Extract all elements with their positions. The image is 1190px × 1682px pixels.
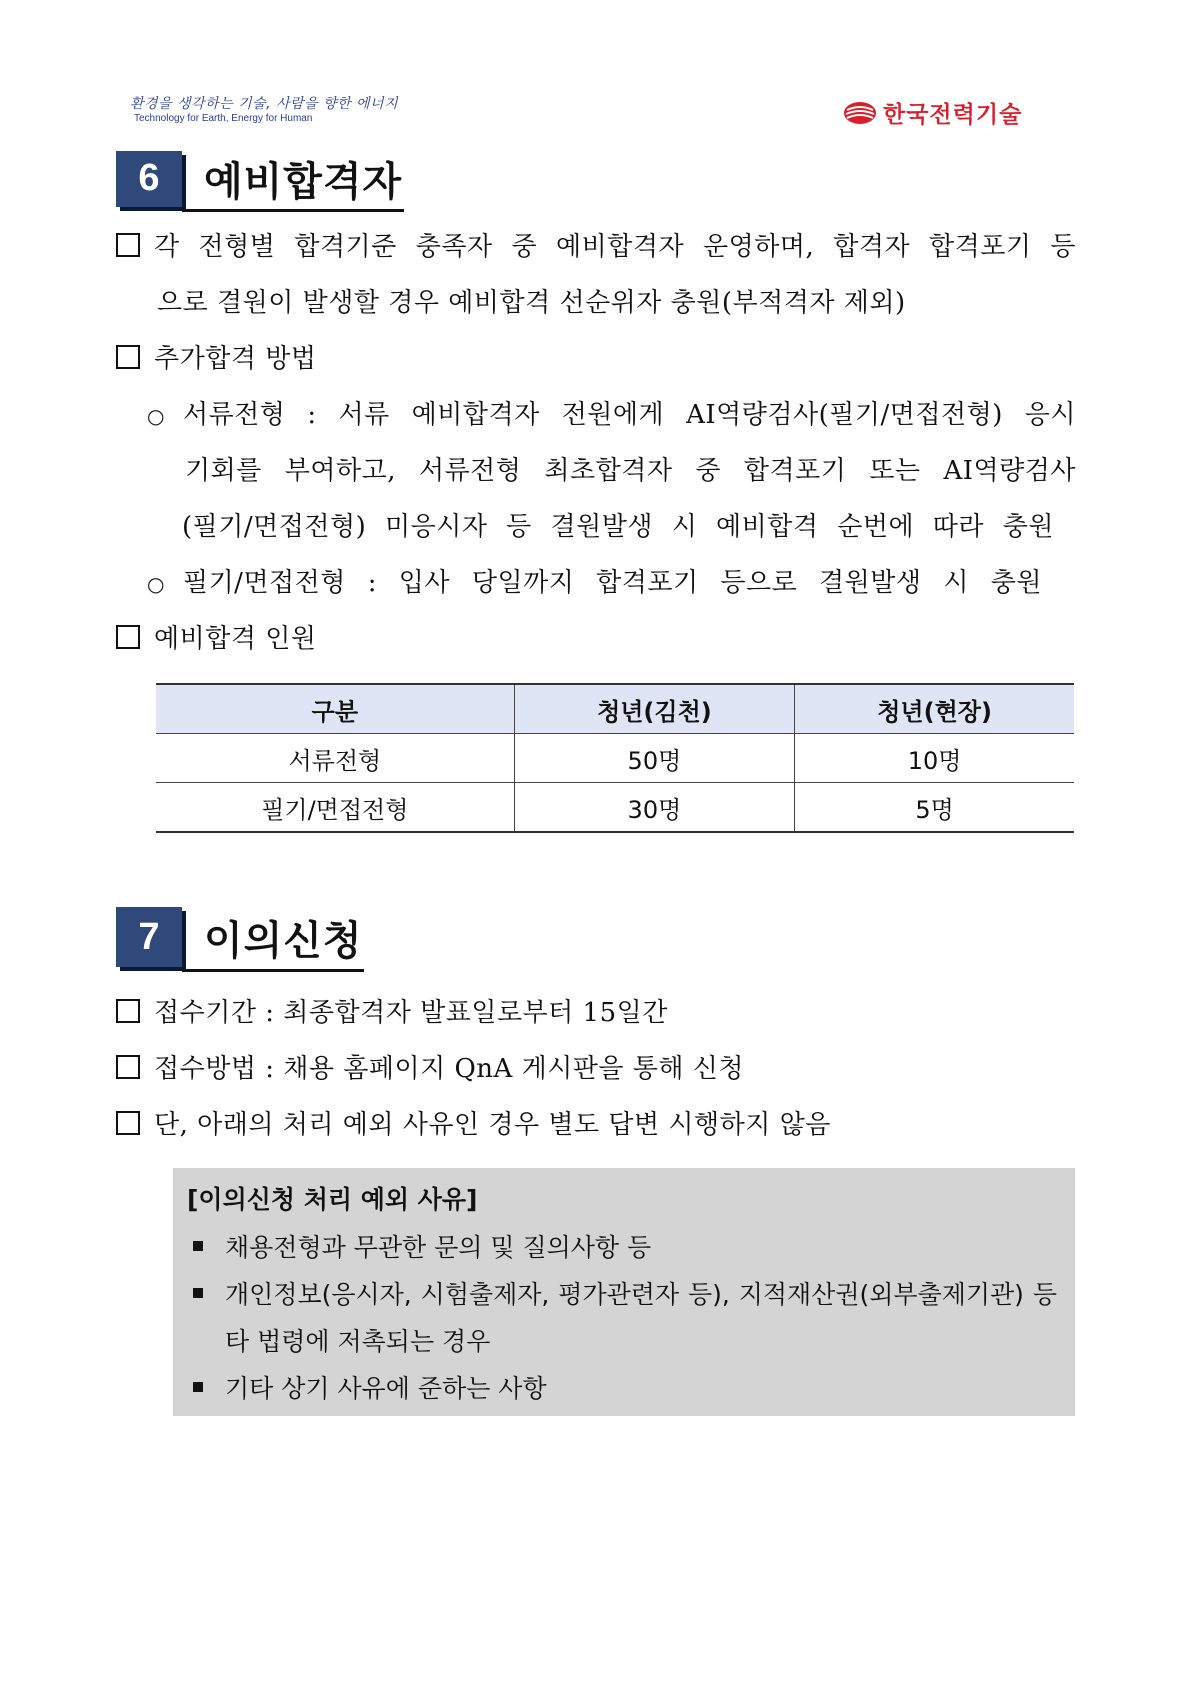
checkbox-bullet-icon (116, 999, 140, 1023)
kepco-emblem-icon (843, 101, 877, 125)
section-number: 7 (116, 907, 182, 967)
section-title: 이의신청 (204, 917, 363, 964)
circle-bullet-icon: ○ (147, 572, 165, 596)
list-item-continuation: 으로 결원이 발생할 경우 예비합격 선순위자 충원(부적격자 제외) (157, 288, 906, 318)
sub-list-item-continuation: 기회를 부여하고, 서류전형 최초합격자 중 합격포기 또는 AI역량검사 (185, 456, 1076, 486)
sub-list-item-continuation: (필기/면접전형) 미응시자 등 결원발생 시 예비합격 순번에 따라 충원 (182, 512, 1054, 542)
company-name: 한국전력기술 (883, 102, 1023, 128)
exceptions-box (173, 1168, 1075, 1416)
checkbox-bullet-icon (116, 1111, 140, 1135)
table-cell: 50명 (514, 734, 795, 783)
company-logo (843, 96, 1022, 129)
section-number: 6 (116, 151, 182, 207)
column-header: 청년(현장) (795, 684, 1074, 734)
table-row (156, 734, 1074, 783)
slogan-korean: 환경을 생각하는 기술, 사람을 향한 에너지 (130, 96, 399, 112)
section-7-heading (116, 907, 363, 967)
exception-item: 채용전형과 무관한 문의 및 질의사항 등 (193, 1224, 1057, 1271)
circle-bullet-icon: ○ (147, 404, 165, 428)
checkbox-bullet-icon (116, 233, 140, 257)
column-header: 청년(김천) (514, 684, 795, 734)
sub-list-item: ○ 필기/면접전형 : 입사 당일까지 합격포기 등으로 결원발생 시 충원 (147, 555, 1042, 612)
table-cell: 5명 (795, 783, 1074, 833)
table-cell: 30명 (514, 783, 795, 833)
exceptions-title: [이의신청 처리 예외 사유] (187, 1185, 478, 1214)
exception-item: 기타 상기 사유에 준하는 사항 (193, 1365, 1057, 1412)
table-row (156, 783, 1074, 833)
table-header-row (156, 684, 1074, 734)
exception-item-continuation: 타 법령에 저촉되는 경우 (225, 1327, 491, 1356)
square-bullet-icon (193, 1288, 203, 1298)
table-cell: 서류전형 (156, 734, 514, 783)
slogan-english: Technology for Earth, Energy for Human (134, 113, 313, 124)
list-item: 예비합격 인원 (116, 611, 1076, 667)
table-cell: 10명 (795, 734, 1074, 783)
checkbox-bullet-icon (116, 625, 140, 649)
column-header: 구분 (156, 684, 514, 734)
exception-item: 개인정보(응시자, 시험출제자, 평가관련자 등), 지적재산권(외부출제기관) 등 (193, 1271, 1057, 1318)
list-item: 접수방법 : 채용 홈페이지 QnA 게시판을 통해 신청 (116, 1041, 1076, 1097)
sub-list-item: ○ 서류전형 : 서류 예비합격자 전원에게 AI역량검사(필기/면접전형) 응시 (147, 387, 1076, 444)
square-bullet-icon (193, 1241, 203, 1251)
list-item: 단, 아래의 처리 예외 사유인 경우 별도 답변 시행하지 않음 (116, 1097, 1076, 1153)
square-bullet-icon (193, 1382, 203, 1392)
list-item: 추가합격 방법 (116, 331, 1076, 387)
section-6-heading (116, 150, 402, 207)
section-underline (182, 969, 364, 972)
list-item: 각 전형별 합격기준 충족자 중 예비합격자 운영하며, 합격자 합격포기 등 (116, 219, 1076, 275)
checkbox-bullet-icon (116, 345, 140, 369)
list-item: 접수기간 : 최종합격자 발표일로부터 15일간 (116, 985, 1076, 1041)
section-underline (182, 209, 404, 212)
section-title: 예비합격자 (204, 159, 403, 205)
checkbox-bullet-icon (116, 1055, 140, 1079)
table-cell: 필기/면접전형 (156, 783, 514, 833)
reserve-candidates-table (156, 683, 1074, 833)
